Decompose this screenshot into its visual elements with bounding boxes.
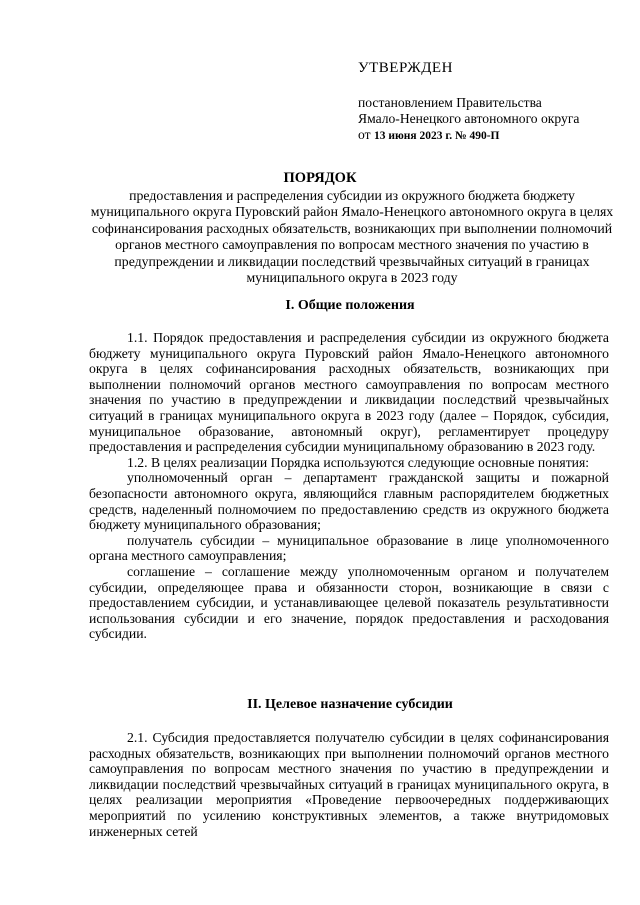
section-1-heading: I. Общие положения [285,298,415,313]
approval-block [358,95,628,144]
section-1-body [89,330,609,642]
approval-from: от [358,127,371,142]
approval-date-number: 13 июня 2023 г. № 490-П [373,130,500,142]
section-2-heading: II. Целевое назначение субсидии [247,697,453,712]
definition-recipient: получатель субсидии – муниципальное образование в лице уполномоченного органа местного самоуправления; [89,532,609,564]
approval-date-line [358,127,628,144]
paragraph-2-1: 2.1. Субсидия предоставляется получателю субсидии в целях софинансирования расходных обязательств, возникающих при выполнении полномочий органов местного самоуправления по вопросам местного значения по участию в предупреждении и ликвидации последствий чрезвычайных ситуаций в границах муниципального округа, в целях реализации мероприятия «Проведение первоочередных поддерживающих мероприятий по усилению конструктивных элементов, а также внутридомовых инженерных сетей [89,730,609,839]
definition-authorized-body: уполномоченный орган – департамент гражданской защиты и пожарной безопасности автономного округа, являющийся главным распорядителем бюджетных средств, наделенный полномочием по предоставлению средств из окружного бюджета бюджету муниципального образования; [89,470,609,533]
paragraph-1-1: 1.1. Порядок предоставления и распределения субсидии из окружного бюджета бюджету муниципального округа Пуровский район Ямало-Ненецкого автономного округа в целях софинансирования расходных обязательств, возникающих при выполнении полномочий органов местного самоуправления по вопросам местного значения по участию в предупреждении и ликвидации последствий чрезвычайных ситуаций в границах муниципального округа в 2023 году (далее – Порядок, субсидия, муниципальное образование, автономный округ), регламентирует процедуру предоставления и распределения субсидии муниципальному образованию в 2023 году. [89,330,609,455]
section-2-body [89,730,609,839]
approval-label: УТВЕРЖДЕН [358,60,453,76]
approval-line-2: Ямало-Ненецкого автономного округа [358,111,580,126]
approval-line-1: постановлением Правительства [358,95,542,110]
definition-agreement: соглашение – соглашение между уполномоченным органом и получателем субсидии, определяющее права и обязанности сторон, возникающие в связи с предоставлением субсидии, и устанавливающее целевой показатель результативности использования субсидии и его значение, порядок предоставления и расходования субсидии. [89,563,609,642]
paragraph-1-2: 1.2. В целях реализации Порядка используются следующие основные понятия: [127,454,590,470]
document-subtitle: предоставления и распределения субсидии из окружного бюджета бюджету муниципального округа Пуровский район Ямало-Ненецкого автономного округа в целях софинансирования расходных обязательств, возникающих при выполнении полномочий органов местного самоуправления по вопросам местного значения по участию в предупреждении и ликвидации последствий чрезвычайных ситуаций в границах муниципального округа в 2023 году [90,188,614,286]
document-title: ПОРЯДОК [283,170,357,186]
